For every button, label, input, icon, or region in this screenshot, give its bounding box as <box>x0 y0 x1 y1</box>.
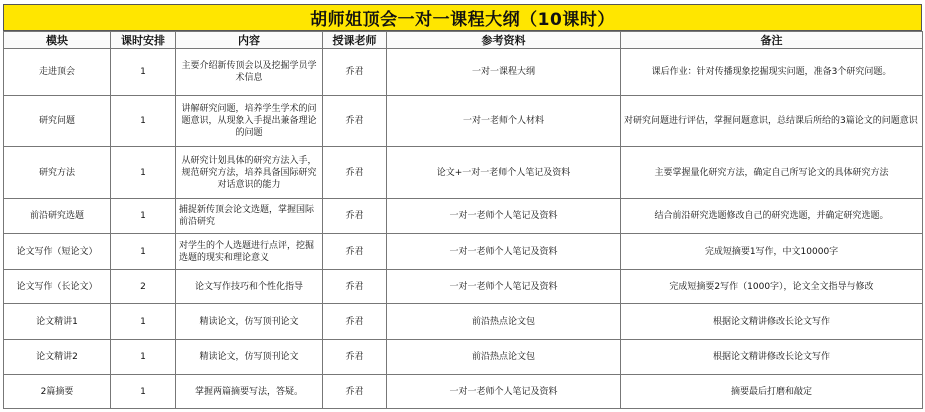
cell-hours: 1 <box>111 147 176 199</box>
cell-module: 论文写作（长论文） <box>4 270 111 304</box>
cell-hours: 1 <box>111 49 176 96</box>
table-row <box>4 375 923 409</box>
header-teacher: 授课老师 <box>323 32 387 49</box>
cell-note: 结合前沿研究选题修改自己的研究选题，并确定研究选题。 <box>621 199 923 234</box>
cell-reference: 一对一老师个人笔记及资料 <box>387 234 621 270</box>
cell-note: 完成短摘要1写作，中文10000字 <box>621 234 923 270</box>
cell-reference: 一对一老师个人笔记及资料 <box>387 199 621 234</box>
cell-note: 根据论文精讲修改长论文写作 <box>621 340 923 375</box>
cell-hours: 1 <box>111 234 176 270</box>
cell-module: 研究问题 <box>4 96 111 147</box>
cell-content: 精读论文，仿写顶刊论文 <box>176 340 323 375</box>
cell-hours: 1 <box>111 340 176 375</box>
cell-content: 论文写作技巧和个性化指导 <box>176 270 323 304</box>
cell-reference: 论文+一对一老师个人笔记及资料 <box>387 147 621 199</box>
cell-reference: 一对一老师个人笔记及资料 <box>387 270 621 304</box>
header-content: 内容 <box>176 32 323 49</box>
header-row <box>4 32 923 49</box>
table-row <box>4 304 923 340</box>
cell-note: 对研究问题进行评估，掌握问题意识，总结课后所给的3篇论文的问题意识 <box>621 96 923 147</box>
cell-note: 完成短摘要2写作（1000字），论文全文指导与修改 <box>621 270 923 304</box>
cell-content: 对学生的个人选题进行点评，挖掘选题的现实和理论意义 <box>176 234 323 270</box>
table-row <box>4 234 923 270</box>
cell-reference: 前沿热点论文包 <box>387 304 621 340</box>
table-row <box>4 96 923 147</box>
cell-module: 论文精讲1 <box>4 304 111 340</box>
cell-module: 前沿研究选题 <box>4 199 111 234</box>
cell-hours: 1 <box>111 304 176 340</box>
syllabus-table <box>3 31 923 409</box>
cell-teacher: 乔君 <box>323 270 387 304</box>
cell-teacher: 乔君 <box>323 234 387 270</box>
cell-teacher: 乔君 <box>323 375 387 409</box>
cell-note: 课后作业：针对传播现象挖掘现实问题，准备3个研究问题。 <box>621 49 923 96</box>
cell-content: 精读论文，仿写顶刊论文 <box>176 304 323 340</box>
cell-content: 捕捉新传顶会论文选题，掌握国际前沿研究 <box>176 199 323 234</box>
cell-module: 论文写作（短论文） <box>4 234 111 270</box>
cell-content: 讲解研究问题，培养学生学术的问题意识，从现象入手提出兼备理论的问题 <box>176 96 323 147</box>
cell-hours: 1 <box>111 199 176 234</box>
cell-note: 摘要最后打磨和敲定 <box>621 375 923 409</box>
cell-content: 掌握两篇摘要写法，答疑。 <box>176 375 323 409</box>
header-module: 模块 <box>4 32 111 49</box>
cell-note: 主要掌握量化研究方法，确定自己所写论文的具体研究方法 <box>621 147 923 199</box>
cell-content: 主要介绍新传顶会以及挖掘学员学术信息 <box>176 49 323 96</box>
syllabus-sheet <box>3 4 922 409</box>
cell-reference: 一对一课程大纲 <box>387 49 621 96</box>
cell-teacher: 乔君 <box>323 304 387 340</box>
cell-reference: 一对一老师个人笔记及资料 <box>387 375 621 409</box>
cell-module: 走进顶会 <box>4 49 111 96</box>
cell-teacher: 乔君 <box>323 340 387 375</box>
cell-hours: 1 <box>111 375 176 409</box>
cell-module: 研究方法 <box>4 147 111 199</box>
cell-teacher: 乔君 <box>323 147 387 199</box>
table-title: 胡师姐顶会一对一课程大纲（10课时） <box>3 4 922 31</box>
cell-hours: 2 <box>111 270 176 304</box>
cell-module: 论文精讲2 <box>4 340 111 375</box>
table-row <box>4 340 923 375</box>
table-row <box>4 49 923 96</box>
header-note: 备注 <box>621 32 923 49</box>
cell-module: 2篇摘要 <box>4 375 111 409</box>
cell-teacher: 乔君 <box>323 49 387 96</box>
header-hours: 课时安排 <box>111 32 176 49</box>
cell-teacher: 乔君 <box>323 96 387 147</box>
cell-teacher: 乔君 <box>323 199 387 234</box>
cell-note: 根据论文精讲修改长论文写作 <box>621 304 923 340</box>
cell-content: 从研究计划具体的研究方法入手，规范研究方法，培养具备国际研究对话意识的能力 <box>176 147 323 199</box>
table-row <box>4 147 923 199</box>
cell-reference: 一对一老师个人材料 <box>387 96 621 147</box>
table-row <box>4 270 923 304</box>
header-reference: 参考资料 <box>387 32 621 49</box>
cell-hours: 1 <box>111 96 176 147</box>
cell-reference: 前沿热点论文包 <box>387 340 621 375</box>
table-row <box>4 199 923 234</box>
